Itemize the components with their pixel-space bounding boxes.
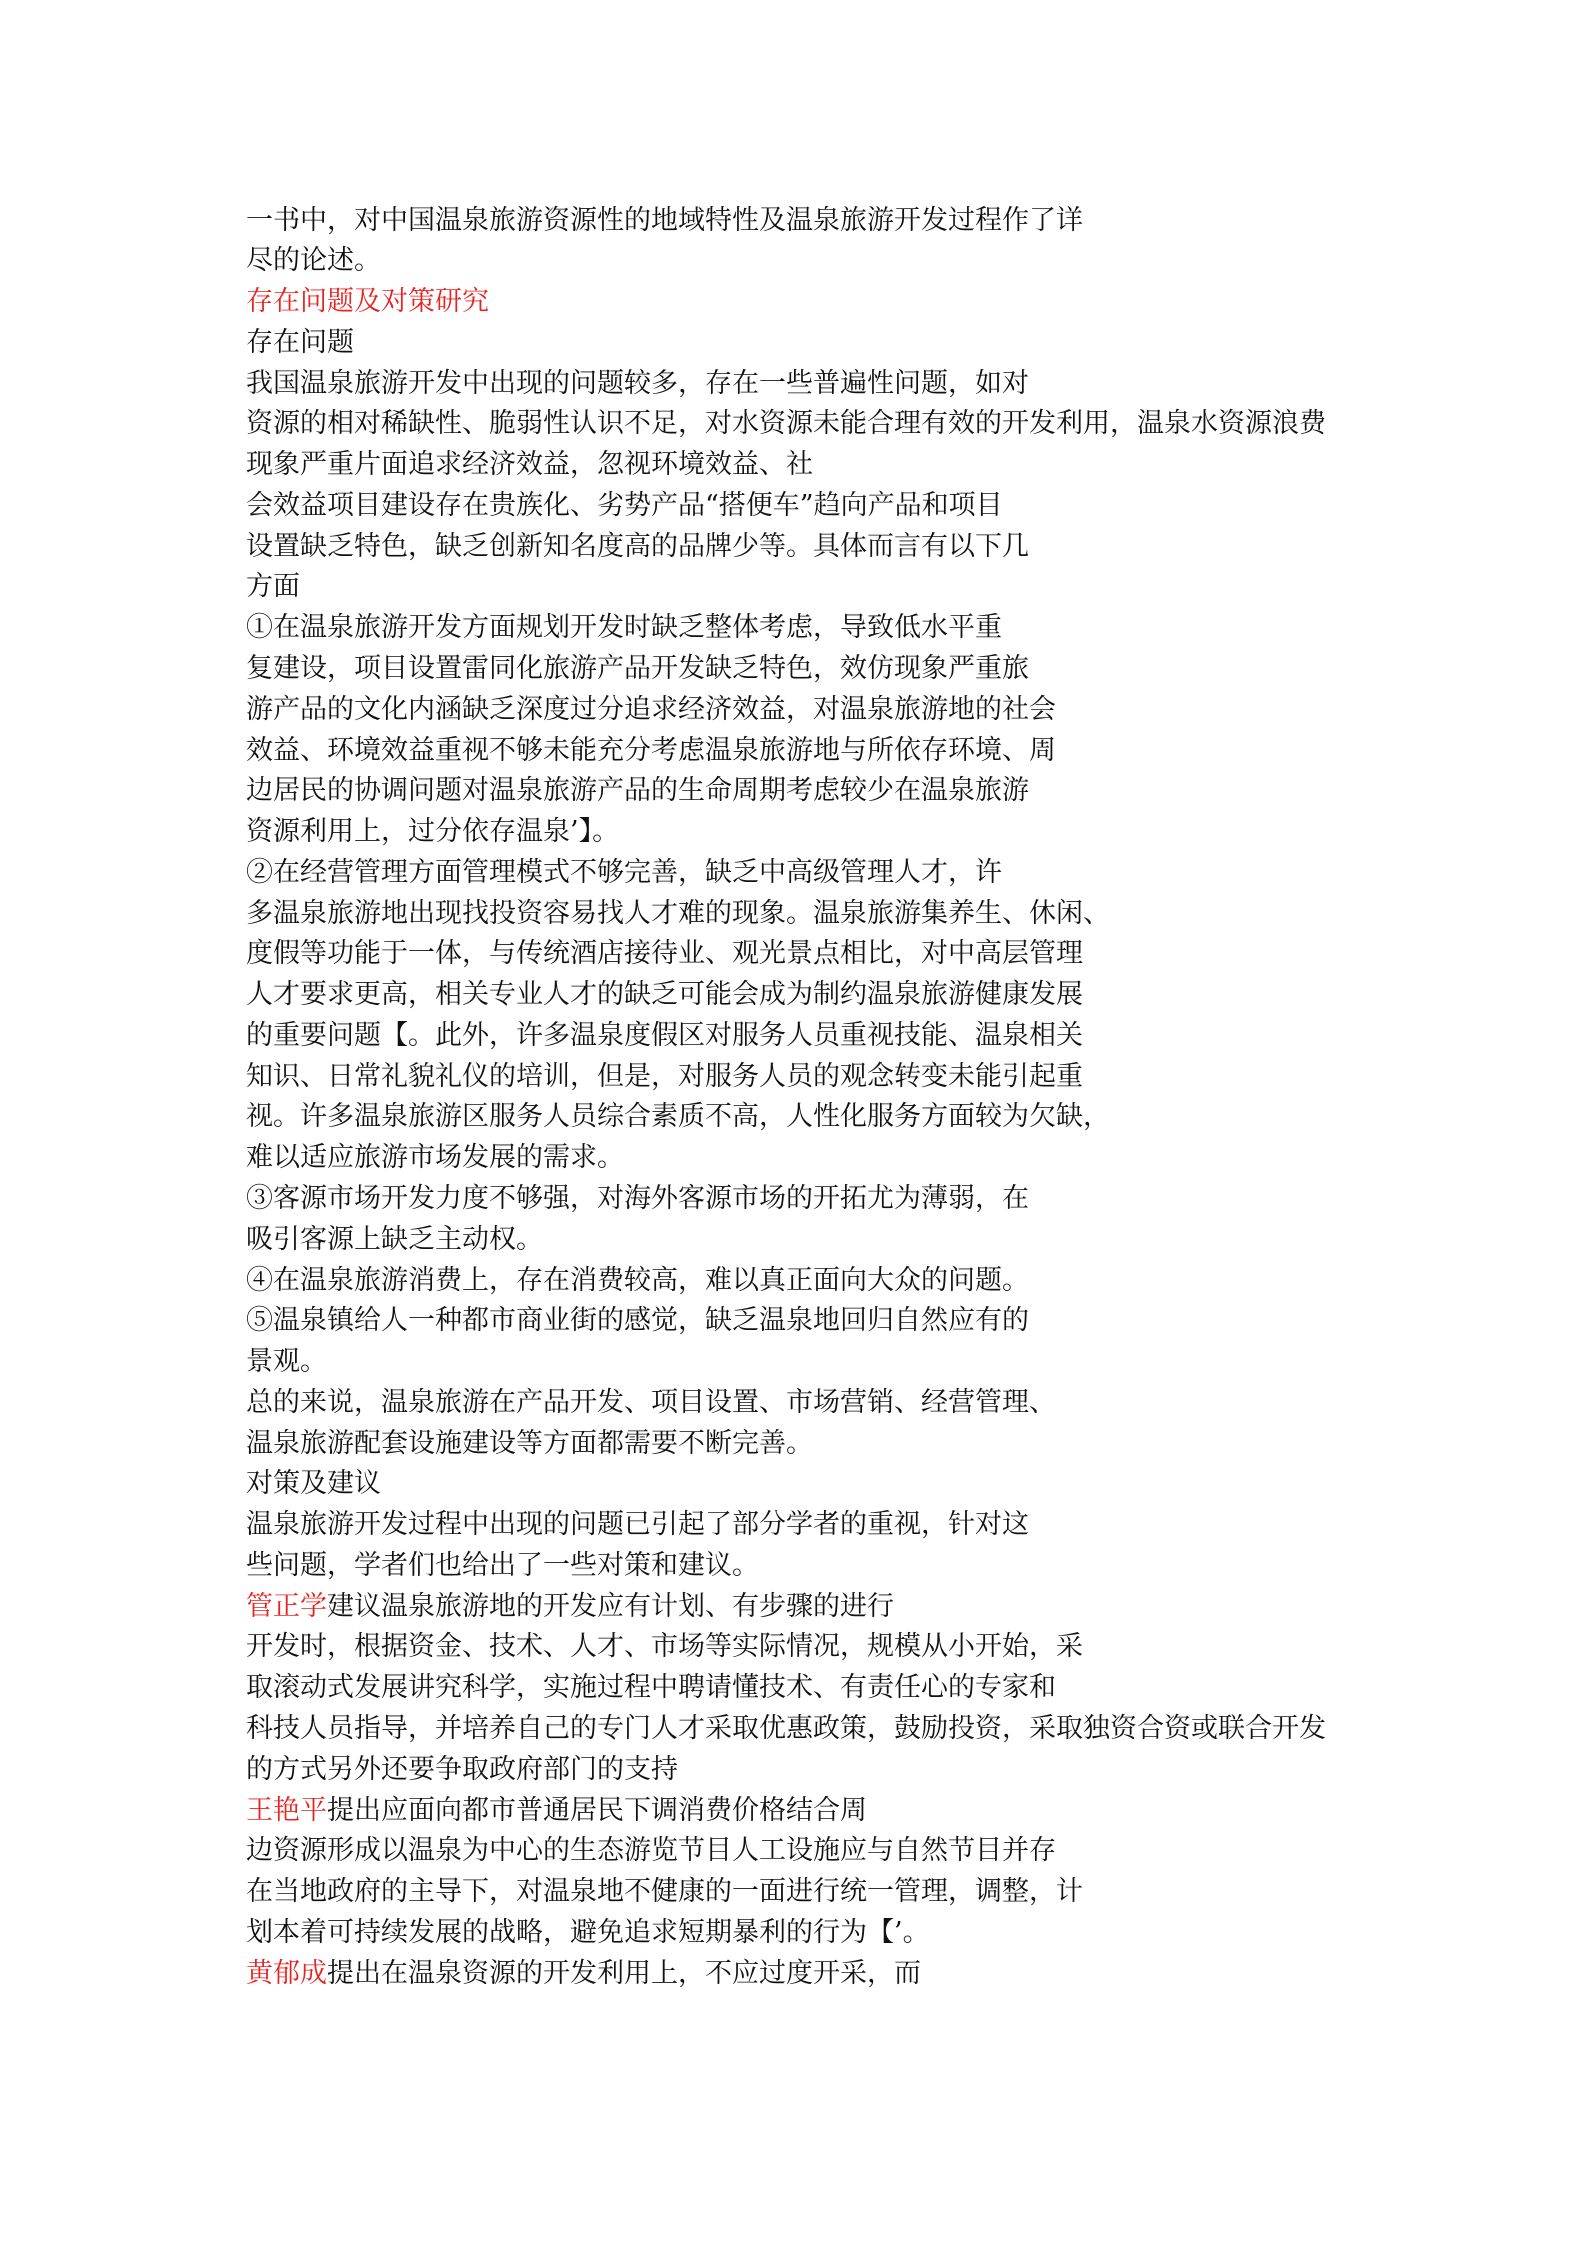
problems-line-11: 边居民的协调问题对温泉旅游产品的生命周期考虑较少在温泉旅游: [246, 775, 1029, 806]
problems-line-10: 效益、环境效益重视不够未能充分考虑温泉旅游地与所依存环境、周: [246, 735, 1056, 766]
intro-line-1: 一书中，对中国温泉旅游资源性的地域特性及温泉旅游开发过程作了详: [246, 205, 1083, 236]
problems-line-17: 的重要问题【。此外，许多温泉度假区对服务人员重视技能、温泉相关: [246, 1020, 1083, 1051]
guan-first-text: 建议温泉旅游地的开发应有计划、有步骤的进行: [327, 1591, 894, 1622]
measures-heading: 对策及建议: [246, 1468, 381, 1499]
problems-line-19: 视。许多温泉旅游区服务人员综合素质不高，人性化服务方面较为欠缺，: [246, 1101, 1110, 1132]
wang-first-text: 提出应面向都市普通居民下调消费价格结合周: [327, 1795, 867, 1826]
problems-line-6: 方面: [246, 571, 300, 602]
wang-first-line: [246, 1793, 867, 1829]
problems-line-4: 会效益项目建设存在贵族化、劣势产品“搭便车”趋向产品和项目: [246, 490, 1003, 521]
problems-line-12: 资源利用上，过分依存温泉’】。: [246, 816, 620, 847]
guan-line-2: 开发时，根据资金、技术、人才、市场等实际情况，规模从小开始，采: [246, 1631, 1083, 1662]
problems-line-23: ④在温泉旅游消费上，存在消费较高，难以真正面向大众的问题。: [246, 1265, 1029, 1296]
problems-line-16: 人才要求更高，相关专业人才的缺乏可能会成为制约温泉旅游健康发展: [246, 979, 1083, 1010]
problems-line-21: ③客源市场开发力度不够强，对海外客源市场的开拓尤为薄弱，在: [246, 1183, 1029, 1214]
problems-line-25: 景观。: [246, 1346, 327, 1377]
measures-intro-line-1: 温泉旅游开发过程中出现的问题已引起了部分学者的重视，针对这: [246, 1509, 1029, 1540]
problems-line-7: ①在温泉旅游开发方面规划开发时缺乏整体考虑，导致低水平重: [246, 612, 1002, 643]
problems-line-8: 复建设，项目设置雷同化旅游产品开发缺乏特色，效仿现象严重旅: [246, 653, 1029, 684]
measures-intro-line-2: 些问题，学者们也给出了一些对策和建议。: [246, 1550, 759, 1581]
problems-line-5: 设置缺乏特色，缺乏创新知名度高的品牌少等。具体而言有以下几: [246, 531, 1029, 562]
problems-line-24: ⑤温泉镇给人一种都市商业街的感觉，缺乏温泉地回归自然应有的: [246, 1305, 1029, 1336]
wang-line-4: 划本着可持续发展的战略，避免追求短期暴利的行为【’。: [246, 1917, 930, 1948]
guan-line-4: 科技人员指导，并培养自己的专门人才采取优惠政策，鼓励投资，采取独资合资或联合开发: [246, 1713, 1326, 1744]
problems-line-2: 资源的相对稀缺性、脆弱性认识不足，对水资源未能合理有效的开发利用，温泉水资源浪费: [246, 408, 1326, 439]
section-heading: 存在问题及对策研究: [246, 286, 489, 317]
problems-line-14: 多温泉旅游地出现找投资容易找人才难的现象。温泉旅游集养生、休闲、: [246, 898, 1110, 929]
guan-line-5: 的方式另外还要争取政府部门的支持: [246, 1754, 678, 1785]
author-name-huang: 黄郁成: [246, 1958, 327, 1989]
wang-line-2: 边资源形成以温泉为中心的生态游览节目人工设施应与自然节目并存: [246, 1835, 1056, 1866]
intro-line-2: 尽的论述。: [246, 245, 381, 276]
problems-line-22: 吸引客源上缺乏主动权。: [246, 1224, 543, 1255]
problems-line-18: 知识、日常礼貌礼仪的培训，但是，对服务人员的观念转变未能引起重: [246, 1061, 1083, 1092]
problems-line-27: 温泉旅游配套设施建设等方面都需要不断完善。: [246, 1428, 813, 1459]
author-name-guan: 管正学: [246, 1591, 327, 1622]
problems-line-15: 度假等功能于一体，与传统酒店接待业、观光景点相比，对中高层管理: [246, 938, 1083, 969]
problems-line-1: 我国温泉旅游开发中出现的问题较多，存在一些普遍性问题，如对: [246, 368, 1029, 399]
huang-first-line: [246, 1956, 921, 1992]
wang-line-3: 在当地政府的主导下，对温泉地不健康的一面进行统一管理，调整，计: [246, 1876, 1083, 1907]
problems-line-13: ②在经营管理方面管理模式不够完善，缺乏中高级管理人才，许: [246, 857, 1002, 888]
problems-heading: 存在问题: [246, 327, 354, 358]
problems-line-3: 现象严重片面追求经济效益，忽视环境效益、社: [246, 449, 813, 480]
huang-first-text: 提出在温泉资源的开发利用上，不应过度开采，而: [327, 1958, 921, 1989]
author-name-wang: 王艳平: [246, 1795, 327, 1826]
problems-line-20: 难以适应旅游市场发展的需求。: [246, 1142, 624, 1173]
guan-first-line: [246, 1589, 894, 1625]
problems-line-26: 总的来说，温泉旅游在产品开发、项目设置、市场营销、经营管理、: [246, 1387, 1056, 1418]
guan-line-3: 取滚动式发展讲究科学，实施过程中聘请懂技术、有责任心的专家和: [246, 1672, 1056, 1703]
problems-line-9: 游产品的文化内涵缺乏深度过分追求经济效益，对温泉旅游地的社会: [246, 694, 1056, 725]
